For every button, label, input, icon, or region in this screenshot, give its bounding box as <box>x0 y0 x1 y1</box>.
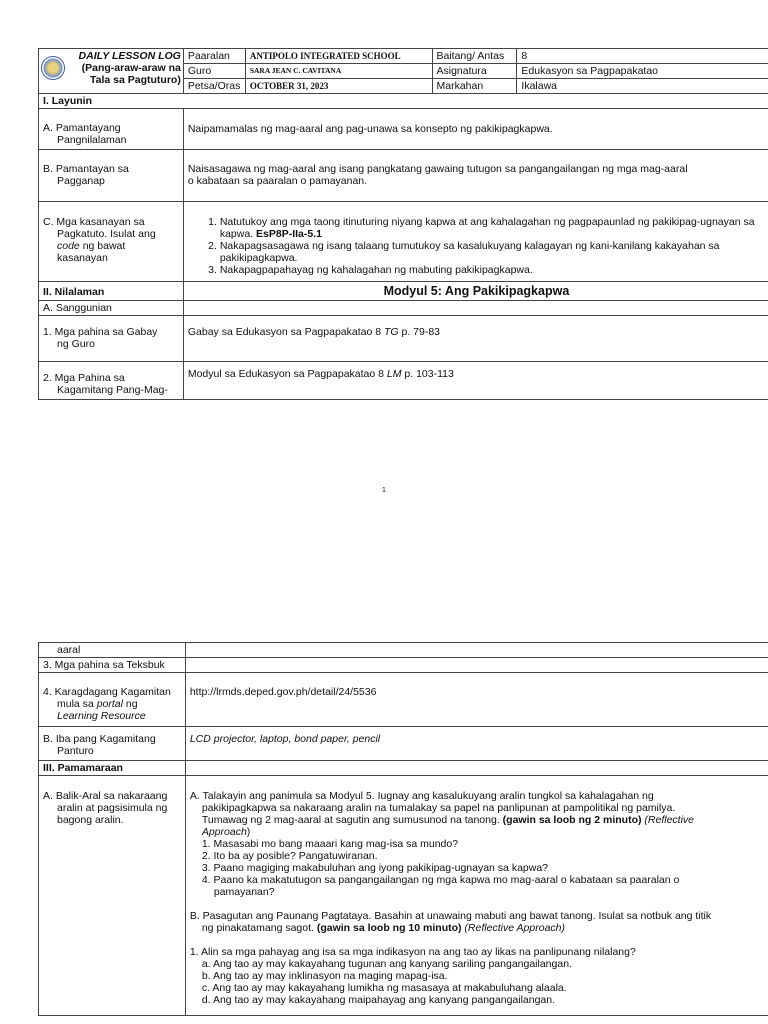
text-line: A. Talakayin ang panimula sa Modyul 5. Iugnay ang kasalukuyang aralin tungkol sa kahalagahan ng <box>189 790 654 802</box>
question: pamayanan? <box>213 886 275 898</box>
kasanayan-list <box>183 202 768 282</box>
text-line: o kabataan sa paaralan o pamayanan. <box>187 175 368 187</box>
pamamaraan-heading: III. Pamamaraan <box>39 761 186 776</box>
guro-value: SARA JEAN C. CAVITANA <box>245 64 432 79</box>
label-line: ng bawat <box>79 240 126 252</box>
text-part: TG <box>383 326 399 338</box>
asignatura-label: Asignatura <box>432 64 517 79</box>
teksbuk-label: 3. Mga pahina sa Teksbuk <box>39 658 186 673</box>
empty-cell <box>185 643 768 658</box>
label-line: Pagkatuto. Isulat ang <box>57 228 156 240</box>
label-line: C. Mga kasanayan sa <box>43 216 145 228</box>
dll-title: DAILY LESSON LOG <box>78 50 181 62</box>
label-line: A. Pamantayang <box>43 122 121 134</box>
label-line: B. Pamantayan sa <box>43 163 129 175</box>
label-line: 2. Mga Pahina sa <box>43 372 125 384</box>
item-text: Natutukoy ang mga taong itinuturing niyang kapwa at ang kahalagahan ng pagpapaunlad ng pakikipag-ugnayan sa kapwa. <box>219 216 755 240</box>
pamantayang-label <box>39 109 184 150</box>
label-part: mula sa <box>57 698 97 710</box>
baitang-value: 8 <box>517 49 768 64</box>
lesson-log-table-page2 <box>38 642 768 1016</box>
list-item: 3. Nakapagpapahayag ng kahalagahan ng mabuting pakikipagkapwa. <box>220 264 765 276</box>
text-part: (gawin sa loob ng 2 minuto) <box>502 814 642 826</box>
text-part: p. 103-113 <box>401 368 454 380</box>
question: 1. Masasabi mo bang maaari kang mag-isa sa mundo? <box>201 838 459 850</box>
empty-cell <box>185 658 768 673</box>
text-part: Gabay sa Edukasyon sa Pagpapakatao 8 <box>187 326 384 338</box>
iba-pang-kagamitan-label <box>39 727 186 761</box>
label-line: Kagamitang Pang-Mag- <box>57 384 168 396</box>
pagganap-label <box>39 150 184 202</box>
text-part: (Reflective <box>641 814 694 826</box>
pagganap-text <box>183 150 768 202</box>
kasanayan-label <box>39 202 184 282</box>
layunin-heading: I. Layunin <box>39 94 768 109</box>
gabay-text <box>183 316 768 362</box>
text-line: Naisasagawa ng mag-aaral ang isang pangkatang gawaing tutugon sa pangangailangan ng mga mag-aaral <box>187 163 688 175</box>
paaralan-value: ANTIPOLO INTEGRATED SCHOOL <box>245 49 432 64</box>
deped-seal-icon <box>41 56 65 80</box>
label-line: bagong aralin. <box>57 814 124 826</box>
baitang-label: Baitang/ Antas <box>432 49 517 64</box>
empty-cell <box>183 301 768 316</box>
label-line: ng Guro <box>57 338 95 350</box>
kagamitan-text <box>183 362 768 400</box>
learning-code: EsP8P-IIa-5.1 <box>256 228 322 240</box>
label-line: Pangnilalaman <box>57 134 127 146</box>
code-word: code <box>57 240 80 252</box>
resource-link[interactable]: http://lrmds.deped.gov.ph/detail/24/5536 <box>185 673 768 727</box>
choice: b. Ang tao ay may inklinasyon na maging mapag-isa. <box>201 970 448 982</box>
markahan-label: Markahan <box>432 79 517 94</box>
question: 2. Ito ba ay posible? Pangatuwiranan. <box>201 850 378 862</box>
modyul-title: Modyul 5: Ang Pakikipagkapwa <box>183 282 768 301</box>
lesson-log-table-page1 <box>38 48 768 400</box>
gabay-label <box>39 316 184 362</box>
iba-pang-kagamitan-text: LCD projector, laptop, bond paper, pencil <box>185 727 768 761</box>
dll-subtitle-1: (Pang-araw-araw na <box>81 62 181 74</box>
label-line: Pagganap <box>57 175 105 187</box>
choice: a. Ang tao ay may kakayahang tugunan ang kanyang sariling pangangailangan. <box>201 958 572 970</box>
label-line: 1. Mga pahina sa Gabay <box>43 326 158 338</box>
nilalaman-heading: II. Nilalaman <box>39 282 184 301</box>
text-part: ) <box>246 826 251 838</box>
petsa-value: OCTOBER 31, 2023 <box>245 79 432 94</box>
label-line: Panturo <box>57 745 94 757</box>
pamantayang-text: Naipamamalas ng mag-aaral ang pag-unawa sa konsepto ng pakikipagkapwa. <box>183 109 768 150</box>
paaralan-label: Paaralan <box>183 49 245 64</box>
balik-aral-label <box>39 776 186 1016</box>
label-part: ng <box>122 698 138 710</box>
label-line: Learning Resource <box>57 710 146 722</box>
label-line: A. Balik-Aral sa nakaraang <box>43 790 168 802</box>
text-part: LM <box>386 368 402 380</box>
empty-cell <box>185 761 768 776</box>
text-part: (gawin sa loob ng 10 minuto) <box>316 922 462 934</box>
text-part: Tumawag ng 2 mag-aaral at sagutin ang sumusunod na tanong. <box>201 814 503 826</box>
asignatura-value: Edukasyon sa Pagpapakatao <box>517 64 768 79</box>
question: 3. Paano magiging makabuluhan ang iyong pakikipag-ugnayan sa kapwa? <box>201 862 549 874</box>
list-item <box>220 216 765 240</box>
label-line: B. Iba pang Kagamitang <box>43 733 156 745</box>
dll-header-cell <box>39 49 184 94</box>
label-part: portal <box>96 698 123 710</box>
kagamitan-label <box>39 362 184 400</box>
guro-label: Guro <box>183 64 245 79</box>
page-number: 1 <box>382 487 386 494</box>
text-part: (Reflective Approach) <box>461 922 566 934</box>
sanggunian-label: A. Sanggunian <box>39 301 184 316</box>
dll-subtitle-2: Tala sa Pagtuturo) <box>90 74 181 86</box>
markahan-value: Ikalawa <box>517 79 768 94</box>
label-line: 4. Karagdagang Kagamitan <box>43 686 171 698</box>
text-part: p. 79-83 <box>398 326 441 338</box>
question: 4. Paano ka makatutugon sa pangangailangan ng mga kapwa mo mag-aaral o kabataan sa paaralan o <box>201 874 680 886</box>
aaral-label: aaral <box>39 643 186 658</box>
question: 1. Alin sa mga pahayag ang isa sa mga indikasyon na ang tao ay likas na panlipunang nilalang? <box>189 946 636 958</box>
text-line: B. Pasagutan ang Paunang Pagtataya. Basahin at unawaing mabuti ang bawat tanong. Isulat sa notbuk ang titik <box>189 910 712 922</box>
text-part: Modyul sa Edukasyon sa Pagpapakatao 8 <box>187 368 387 380</box>
choice: c. Ang tao ay may kakayahang lumikha ng masasaya at makabuluhang alaala. <box>201 982 567 994</box>
text-part: Approach <box>201 826 247 838</box>
label-line: kasanayan <box>57 252 108 264</box>
choice: d. Ang tao ay may kakayahang maipahayag ang kanyang pangangailangan. <box>201 994 556 1006</box>
balik-aral-content <box>185 776 768 1016</box>
label-line: aralin at pagsisimula ng <box>57 802 168 814</box>
list-item: 2. Nakapagsasagawa ng isang talaang tumutukoy sa kasalukuyang kalagayan ng kani-kanilang kakayahan sa pakikipagkapwa. <box>220 240 765 264</box>
petsa-label: Petsa/Oras <box>183 79 245 94</box>
text-line: pakikipagkapwa sa nakaraang aralin na tumalakay sa papel na panlipunan at pampolitikal ng pamilya. <box>201 802 676 814</box>
text-part: ng pinakatamang sagot. <box>201 922 317 934</box>
karagdagan-label <box>39 673 186 727</box>
